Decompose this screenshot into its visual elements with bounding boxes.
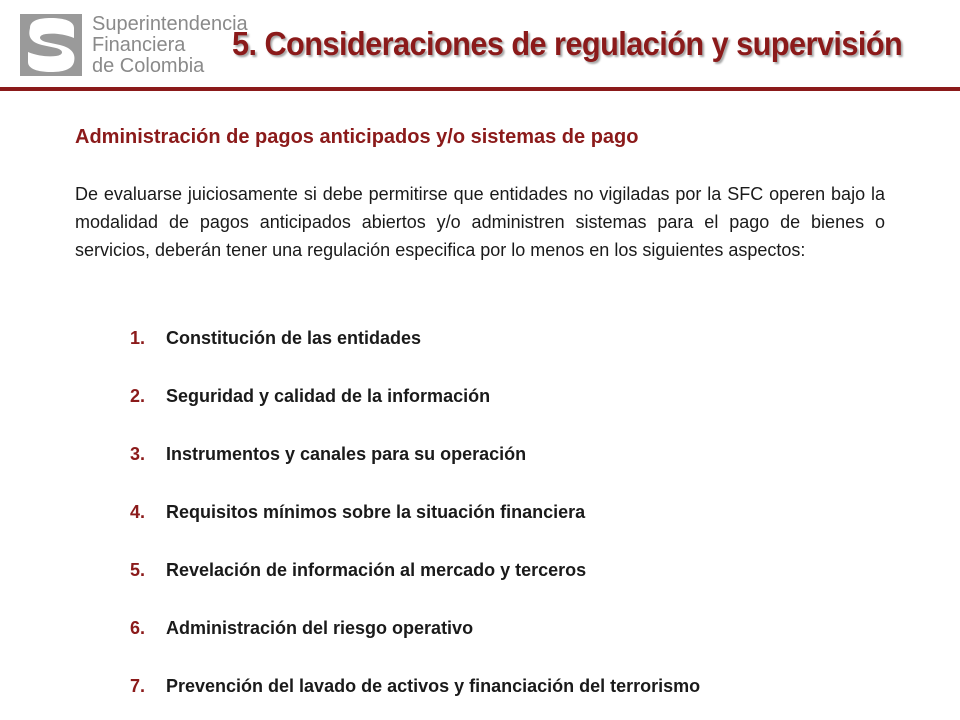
list-item	[130, 440, 920, 498]
sfc-logo-icon	[20, 14, 82, 76]
slide-header	[0, 0, 960, 90]
list-item	[130, 382, 920, 440]
list-item	[130, 672, 920, 720]
list-item-text: Constitución de las entidades	[166, 328, 422, 348]
list-item	[130, 324, 920, 382]
list-item-number: 1.	[130, 328, 146, 348]
intro-paragraph: De evaluarse juiciosamente si debe permitirse que entidades no vigiladas por la SFC operen bajo la modalidad de pagos anticipados abiertos y/o administren sistemas para el pago de bienes o servicios, deberán tener una regulación especifica por lo menos en los siguientes aspectos:	[75, 184, 885, 260]
list-item	[130, 498, 920, 556]
list-item-text: Revelación de información al mercado y terceros	[166, 560, 587, 580]
list-item-number: 5.	[130, 560, 146, 580]
aspects-list	[130, 324, 920, 720]
section-heading: Administración de pagos anticipados y/o sistemas de pago	[75, 126, 639, 148]
list-item-text: Administración del riesgo operativo	[166, 618, 474, 638]
list-item-number: 2.	[130, 386, 146, 406]
list-item-number: 3.	[130, 444, 146, 464]
slide-title: 5. Consideraciones de regulación y supervisión	[232, 25, 903, 62]
list-item-text: Requisitos mínimos sobre la situación financiera	[166, 502, 586, 522]
logo-line-2: Financiera	[92, 34, 186, 56]
list-item-number: 4.	[130, 502, 146, 522]
list-item-text: Instrumentos y canales para su operación	[166, 444, 527, 464]
list-item	[130, 614, 920, 672]
list-item	[130, 556, 920, 614]
list-item-number: 6.	[130, 618, 146, 638]
list-item-text: Prevención del lavado de activos y financiación del terrorismo	[166, 676, 701, 696]
list-item-text: Seguridad y calidad de la información	[166, 386, 491, 406]
logo-line-3: de Colombia	[92, 55, 205, 77]
logo-line-1: Superintendencia	[92, 13, 248, 35]
title-divider	[0, 87, 960, 91]
list-item-number: 7.	[130, 676, 146, 696]
